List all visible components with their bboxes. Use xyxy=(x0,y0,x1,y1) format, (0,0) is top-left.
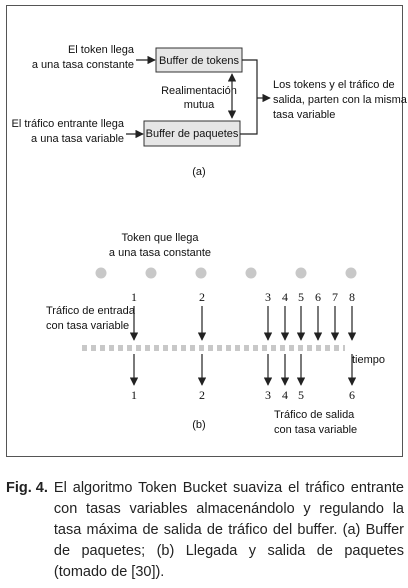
part-b-label: (b) xyxy=(192,419,206,431)
input-packet-number-8: 8 xyxy=(349,290,355,304)
token-dot-2 xyxy=(146,268,157,279)
output-traffic-label-2: con tasa variable xyxy=(274,424,358,436)
figure-caption xyxy=(6,478,404,583)
input-traffic-label-2: con tasa variable xyxy=(46,320,130,332)
caption-label: Fig. 4. xyxy=(6,480,48,496)
output-packets xyxy=(131,354,355,402)
part-a-label: (a) xyxy=(192,166,206,178)
input-packet-number-5: 5 xyxy=(298,290,304,304)
output-label-2: salida, parten con la misma xyxy=(273,94,407,106)
time-axis-label: tiempo xyxy=(352,354,386,366)
caption-text: El algoritmo Token Bucket suaviza el tráfico entrante con tasas variables almacenándolo y regulando la tasa máxima de salida de tráfico del buffer. (a) Buffer de paquetes; (b) Llegada y salida de paquetes (tomado de [30]). xyxy=(53,480,404,580)
token-arrival-title-2: a una tasa constante xyxy=(108,247,212,259)
input-packet-number-7: 7 xyxy=(332,290,338,304)
output-packet-number-4: 4 xyxy=(282,388,288,402)
token-dot-4 xyxy=(246,268,257,279)
token-arrival-title-1: Token que llega xyxy=(121,232,199,244)
input-packet-number-1: 1 xyxy=(131,290,137,304)
token-buffer-label: Buffer de tokens xyxy=(159,55,239,67)
token-dot-5 xyxy=(296,268,307,279)
token-dot-1 xyxy=(96,268,107,279)
token-arrival-label-1: El token llega xyxy=(67,44,134,56)
packet-buffer-label: Buffer de paquetes xyxy=(145,128,239,140)
output-packet-number-6: 6 xyxy=(349,388,355,402)
input-packets xyxy=(131,290,355,340)
input-packet-number-4: 4 xyxy=(282,290,288,304)
output-label-3: tasa variable xyxy=(273,109,336,121)
feedback-label-2: mutua xyxy=(183,99,215,111)
input-packet-number-3: 3 xyxy=(265,290,271,304)
token-dots xyxy=(96,268,357,279)
token-dot-6 xyxy=(346,268,357,279)
output-packet-number-2: 2 xyxy=(199,388,205,402)
traffic-arrival-label-1: El tráfico entrante llega xyxy=(11,118,124,130)
feedback-label-1: Realimentación xyxy=(161,85,237,97)
output-packet-number-5: 5 xyxy=(298,388,304,402)
output-bracket xyxy=(240,60,257,134)
traffic-arrival-label-2: a una tasa variable xyxy=(31,133,124,145)
input-traffic-label-1: Tráfico de entrada xyxy=(46,305,135,317)
output-traffic-label-1: Tráfico de salida xyxy=(274,409,355,421)
input-packet-number-2: 2 xyxy=(199,290,205,304)
output-packet-number-1: 1 xyxy=(131,388,137,402)
token-arrival-label-2: a una tasa constante xyxy=(31,59,134,71)
input-packet-number-6: 6 xyxy=(315,290,321,304)
output-packet-number-3: 3 xyxy=(265,388,271,402)
output-label-1: Los tokens y el tráfico de xyxy=(273,79,395,91)
token-dot-3 xyxy=(196,268,207,279)
